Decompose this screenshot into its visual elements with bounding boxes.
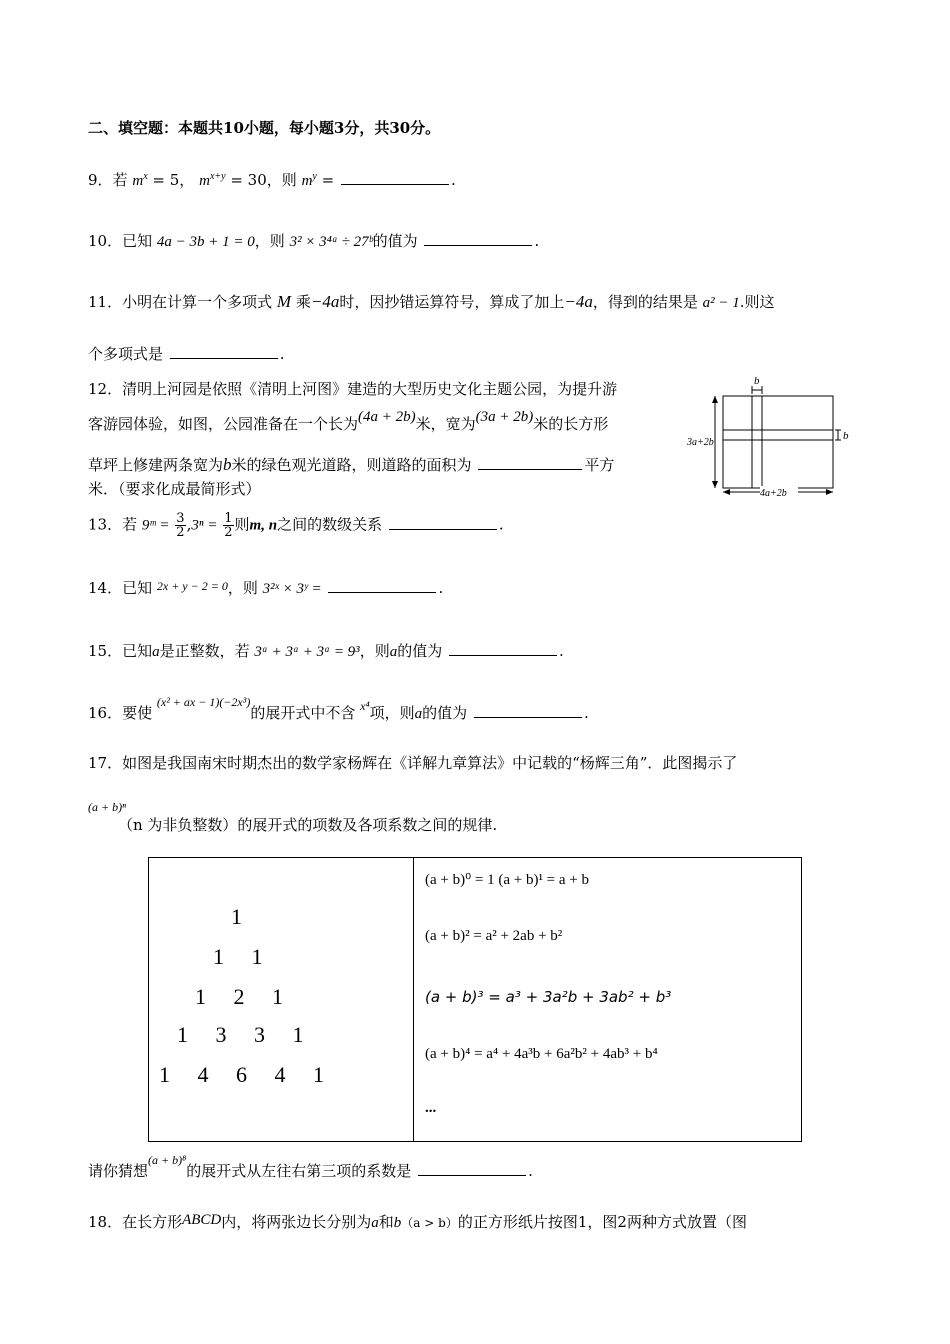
formula-3: (a + b)³ = a³ + 3a²b + 3ab² + b³ — [425, 988, 672, 1006]
question-11-line1: 11．小明在计算一个多项式 M 乘−4a时，因抄错运算符号，算成了加上−4a，得到的结果是 a² − 1.则这 — [88, 292, 775, 311]
question-12-line1: 12．清明上河园是依照《清明上河图》建造的大型历史文化主题公园，为提升游 — [88, 380, 618, 398]
question-12-line3: 草坪上修建两条宽为b米的绿色观光道路，则道路的面积为 平方 — [88, 455, 615, 474]
answer-blank-10[interactable] — [424, 230, 532, 246]
formula-0-1: (a + b)⁰ = 1 (a + b)¹ = a + b — [425, 872, 590, 888]
answer-blank-13[interactable] — [389, 514, 497, 530]
question-18: 18．在长方形ABCD内，将两张边长分别为a和b（a > b）的正方形纸片按图1，图2两种方式放置（图 — [88, 1212, 747, 1231]
ab-n-expression: (a + b)ⁿ — [88, 800, 126, 814]
triangle-row-3: 1 3 3 1 — [177, 1022, 304, 1047]
question-14: 14．已知 $^{2x + y - 2 = 0}$，则 3²ˣ × 3ʸ = . — [88, 579, 444, 597]
lawn-rectangle — [723, 396, 833, 488]
question-9: 9．若 $m^x = 5$， $m^{x+y} = 30$，则 $m^y$ = . — [88, 171, 456, 189]
formula-ellipsis: ... — [425, 1100, 437, 1116]
label-left-3a2b: 3a+2b — [687, 437, 714, 448]
label-right-b: b — [843, 430, 849, 442]
answer-blank-12[interactable] — [478, 454, 582, 470]
question-12-line4: 米．（要求化成最简形式） — [88, 480, 261, 498]
answer-blank-9[interactable] — [341, 169, 449, 185]
road-diagram — [686, 372, 856, 500]
answer-blank-11[interactable] — [170, 343, 278, 359]
formula-2: (a + b)² = a² + 2ab + b² — [425, 928, 563, 944]
question-17-line3: 请你猜想$^{(a + b)^8}$的展开式从左往右第三项的系数是 . — [88, 1153, 533, 1180]
question-15: 15．已知a是正整数，若 3ᵃ + 3ᵃ + 3ᵃ = 9³，则a的值为 . — [88, 642, 564, 660]
answer-blank-14[interactable] — [328, 577, 436, 593]
section-title: 二、填空题：本题共10小题，每小题3分，共30分。 — [88, 119, 441, 137]
question-11-line2: 个多项式是 . — [88, 345, 285, 363]
label-bottom-4a2b: 4a+2b — [760, 488, 787, 499]
question-10: 10．已知 4a − 3b + 1 = 0，则 3² × 3⁴ᵃ ÷ 27ᵇ的值为 . — [88, 232, 540, 250]
answer-blank-17[interactable] — [418, 1160, 526, 1176]
label-top-b: b — [754, 375, 760, 387]
question-12-line2: 客游园体验，如图，公园准备在一个长为(4a + 2b)米，宽为(3a + 2b)米的长方形 — [88, 409, 609, 433]
triangle-row-0: 1 — [231, 904, 242, 929]
triangle-row-1: 1 1 — [213, 944, 263, 969]
question-16: 16．要使 $^{(x^2 + ax - 1)(-2x^3)}$的展开式中不含 $^{x^4}$项，则a的值为 . — [88, 695, 589, 722]
answer-blank-15[interactable] — [449, 640, 557, 656]
triangle-row-4: 1 4 6 4 1 — [159, 1062, 324, 1087]
question-13: 13．若 9ᵐ = $\frac{3}{2}$ ,3ⁿ = $\frac{1}{2}$ 则m, n之间的数级关系 . — [88, 511, 504, 540]
triangle-row-2: 1 2 1 — [195, 984, 283, 1009]
question-17-line1: 17．如图是我国南宋时期杰出的数学家杨辉在《详解九章算法》中记载的“杨辉三角”．此图揭示了 — [88, 754, 738, 772]
formula-4: (a + b)⁴ = a⁴ + 4a³b + 6a²b² + 4ab³ + b⁴ — [425, 1046, 658, 1062]
question-17-line2: （n 为非负整数）的展开式的项数及各项系数之间的规律. — [118, 816, 498, 834]
answer-blank-16[interactable] — [474, 702, 582, 718]
table-divider — [413, 858, 414, 1141]
yanghui-table — [148, 857, 802, 1142]
